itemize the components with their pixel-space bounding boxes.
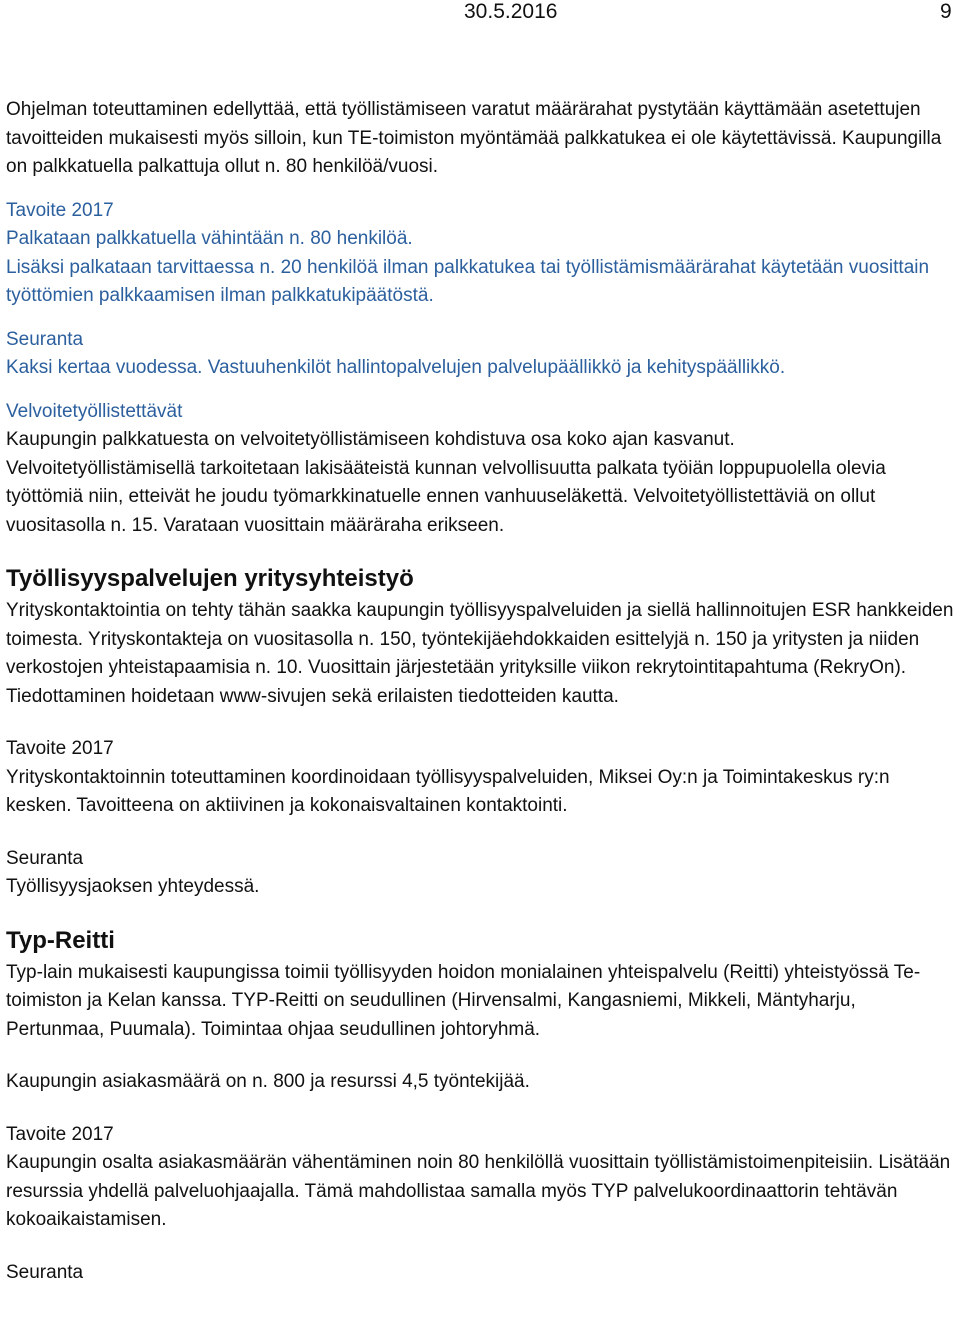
intro-paragraph: Ohjelman toteuttaminen edellyttää, että työllistämiseen varatut määrärahat pystytään käyttämään asetettujen tavoitteiden mukaisesti myös silloin, kun TE-toimiston myöntämää palkkatukea ei ole käytettävissä. Kaupungilla on palkkatuella palkattuja ollut n. 80 henkilöä/vuosi.	[6, 99, 942, 177]
business-follow-heading: Seuranta	[6, 847, 84, 869]
typ-follow-heading: Seuranta	[6, 1261, 84, 1283]
business-follow-text: Työllisyysjaoksen yhteydessä.	[6, 876, 260, 897]
goal-line-1: Palkataan palkkatuella vähintään n. 80 henkilöä.	[6, 228, 413, 249]
business-section-title: Työllisyyspalvelujen yritysyhteistyö	[6, 565, 414, 592]
follow-up-text-1: Kaksi kertaa vuodessa. Vastuuhenkilöt hallintopalvelujen palvelupäällikkö ja kehityspäällikkö.	[6, 357, 786, 378]
goal-heading-1: Tavoite 2017	[6, 199, 114, 221]
goal-line-2: Lisäksi palkataan tarvittaessa n. 20 henkilöä ilman palkkatukea tai työllistämismäärärahat käytetään vuosittain työttömien palkkaamisen ilman palkkatukipäätöstä.	[6, 256, 930, 306]
typ-paragraph: Typ-lain mukaisesti kaupungissa toimii työllisyyden hoidon monialainen yhteispalvelu (Reitti) yhteistyössä Te-toimiston ja Kelan kanssa. TYP-Reitti on seudullinen (Hirvensalmi, Kangasniemi, Mikkeli, Mäntyharju, Pertunmaa, Puumala). Toimintaa ohjaa seudullinen johtoryhmä.	[6, 961, 921, 1040]
page-number: 9	[940, 0, 952, 23]
document-body	[6, 96, 954, 1287]
obligation-heading: Velvoitetyöllistettävät	[6, 400, 183, 422]
obligation-line-2: Velvoitetyöllistämisellä tarkoitetaan lakisääteistä kunnan velvollisuutta palkata työiän loppupuolella olevia työttömiä niin, etteivät he joudu työmarkkinatuelle ennen vanhuuseläkettä. Velvoitetyöllistettäviä on ollut vuositasolla n. 15. Varataan vuosittain määräraha erikseen.	[6, 457, 886, 536]
business-goal-heading: Tavoite 2017	[6, 738, 114, 759]
business-goal-text: Yrityskontaktoinnin toteuttaminen koordinoidaan työllisyyspalveluiden, Miksei Oy:n ja Toimintakeskus ry:n kesken. Tavoitteena on aktiivinen ja kokonaisvaltainen kontaktointi.	[6, 766, 890, 816]
follow-up-heading-1: Seuranta	[6, 328, 84, 350]
typ-section-title: Typ-Reitti	[6, 926, 115, 954]
typ-goal-heading: Tavoite 2017	[6, 1123, 114, 1145]
typ-goal-text: Kaupungin osalta asiakasmäärän vähentäminen noin 80 henkilöllä vuosittain työllistämistoimenpiteisiin. Lisätään resurssia yhdellä palveluohjaajalla. Tämä mahdollistaa samalla myös TYP palvelukoordinaattorin tehtävän kokoaikaistamisen.	[6, 1152, 951, 1230]
business-paragraph: Yrityskontaktointia on tehty tähän saakka kaupungin työllisyyspalveluiden ja siellä hallinnoitujen ESR hankkeiden toimesta. Yrityskontakteja on vuositasolla n. 150, työntekijäehdokkaiden esittelyjä n. 150 ja yritysten ja niiden verkostojen yhteistapaamisia n. 10. Vuosittain järjestetään yrityksille viikon rekrytointitapahtuma (RekryOn). Tiedottaminen hoidetaan www-sivujen sekä erilaisten tiedotteiden kautta.	[6, 600, 954, 707]
typ-clients-text: Kaupungin asiakasmäärä on n. 800 ja resurssi 4,5 työntekijää.	[6, 1071, 530, 1092]
page-date: 30.5.2016	[464, 0, 558, 23]
obligation-line-1: Kaupungin palkkatuesta on velvoitetyöllistämiseen kohdistuva osa koko ajan kasvanut.	[6, 429, 735, 450]
